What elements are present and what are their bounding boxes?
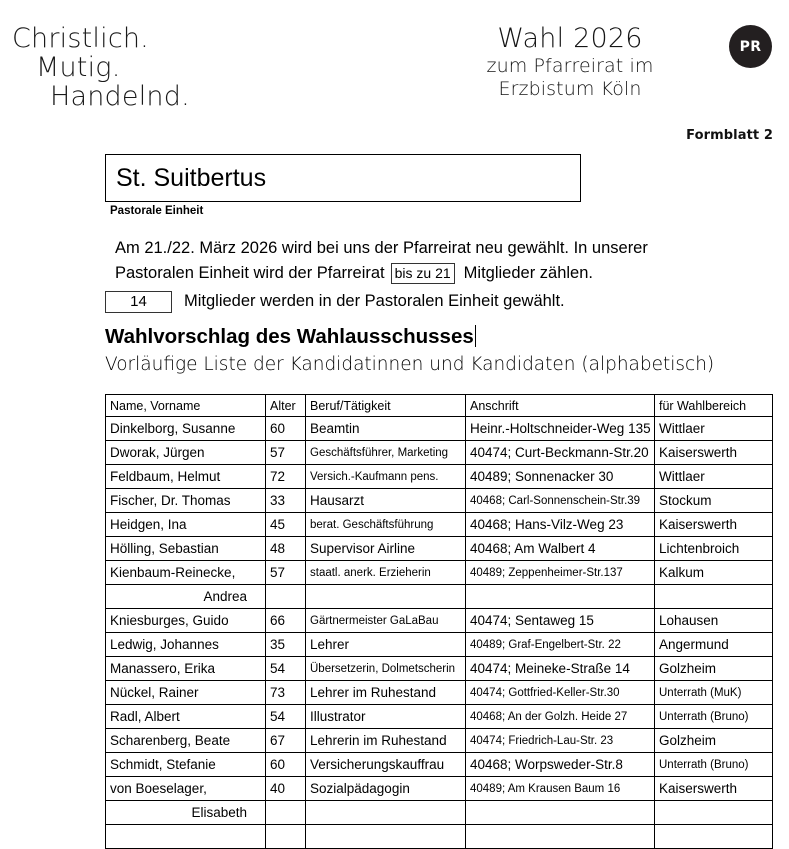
table-row[interactable] <box>106 441 773 465</box>
column-header-beruf: Beruf/Tätigkeit <box>306 395 466 417</box>
cell-beruf[interactable]: berat. Geschäftsführung <box>306 513 466 537</box>
table-row[interactable] <box>106 561 773 585</box>
page-title: Wahl 2026 <box>497 23 643 54</box>
intro-line-1: Am 21./22. März 2026 wird bei uns der Pfarreirat neu gewählt. In unserer <box>115 239 648 257</box>
cell-beruf[interactable] <box>306 825 466 849</box>
cell-alter[interactable] <box>266 585 306 609</box>
cell-name[interactable]: Elisabeth <box>106 801 266 825</box>
intro-paragraph <box>115 236 735 315</box>
cell-beruf[interactable]: Versich.-Kaufmann pens. <box>306 465 466 489</box>
cell-anschrift[interactable] <box>466 801 655 825</box>
cell-name[interactable]: Kienbaum-Reinecke, <box>106 561 266 585</box>
page-subtitle-line-2: Erzbistum Köln <box>498 78 642 100</box>
table-row[interactable] <box>106 465 773 489</box>
cell-name[interactable]: Nückel, Rainer <box>106 681 266 705</box>
cell-anschrift[interactable]: 40474; Curt-Beckmann-Str.20 <box>466 441 655 465</box>
cell-alter[interactable]: 66 <box>266 609 306 633</box>
cell-anschrift[interactable]: 40474; Friedrich-Lau-Str. 23 <box>466 729 655 753</box>
logo-line-2: Mutig. <box>36 52 121 83</box>
cell-wahlbereich[interactable] <box>655 585 773 609</box>
brand-logo <box>12 24 190 111</box>
table-row[interactable] <box>106 489 773 513</box>
table-row[interactable] <box>106 681 773 705</box>
cell-beruf[interactable]: Geschäftsführer, Marketing <box>306 441 466 465</box>
candidates-table-head <box>106 395 773 417</box>
cell-anschrift[interactable]: 40474; Sentaweg 15 <box>466 609 655 633</box>
logo-line-3: Handelnd. <box>50 81 190 112</box>
table-row[interactable] <box>106 753 773 777</box>
cell-alter[interactable] <box>266 801 306 825</box>
table-row[interactable] <box>106 537 773 561</box>
cell-beruf[interactable]: Supervisor Airline <box>306 537 466 561</box>
cell-anschrift[interactable]: 40489; Graf-Engelbert-Str. 22 <box>466 633 655 657</box>
cell-wahlbereich[interactable]: Wittlaer <box>655 465 773 489</box>
cell-wahlbereich[interactable]: Kaiserswerth <box>655 441 773 465</box>
cell-anschrift[interactable]: 40468; Am Walbert 4 <box>466 537 655 561</box>
cell-anschrift[interactable]: 40468; Hans-Vilz-Weg 23 <box>466 513 655 537</box>
cell-anschrift[interactable]: 40468; Carl-Sonnenschein-Str.39 <box>466 489 655 513</box>
pastorale-einheit-value: St. Suitbertus <box>116 163 267 192</box>
table-row[interactable] <box>106 729 773 753</box>
table-row[interactable] <box>106 633 773 657</box>
cell-anschrift[interactable]: 40474; Gottfried-Keller-Str.30 <box>466 681 655 705</box>
cell-anschrift[interactable] <box>466 585 655 609</box>
pastorale-einheit-field[interactable] <box>105 154 581 202</box>
cell-beruf[interactable]: Lehrer <box>306 633 466 657</box>
cell-beruf[interactable]: Lehrerin im Ruhestand <box>306 729 466 753</box>
table-row[interactable] <box>106 705 773 729</box>
table-row[interactable] <box>106 585 773 609</box>
column-header-anschrift: Anschrift <box>466 395 655 417</box>
cell-wahlbereich[interactable]: Unterrath (MuK) <box>655 681 773 705</box>
intro-line-2-prefix: Pastoralen Einheit wird der Pfarreirat <box>115 264 385 282</box>
cell-alter[interactable]: 54 <box>266 705 306 729</box>
cell-beruf[interactable]: Sozialpädagogin <box>306 777 466 801</box>
cell-wahlbereich[interactable]: Kalkum <box>655 561 773 585</box>
cell-anschrift[interactable]: 40489; Am Krausen Baum 16 <box>466 777 655 801</box>
cell-wahlbereich[interactable]: Angermund <box>655 633 773 657</box>
intro-line-2 <box>115 261 735 286</box>
cell-alter[interactable]: 72 <box>266 465 306 489</box>
cell-anschrift[interactable]: 40489; Zeppenheimer-Str.137 <box>466 561 655 585</box>
table-row[interactable] <box>106 801 773 825</box>
cell-name[interactable]: Heidgen, Ina <box>106 513 266 537</box>
cell-name[interactable]: Hölling, Sebastian <box>106 537 266 561</box>
form-number-label: Formblatt 2 <box>686 128 773 143</box>
pr-badge-icon: PR <box>729 25 772 68</box>
cell-name[interactable]: Radl, Albert <box>106 705 266 729</box>
cell-name[interactable]: Kniesburges, Guido <box>106 609 266 633</box>
cell-beruf[interactable]: Hausarzt <box>306 489 466 513</box>
cell-name[interactable]: Ledwig, Johannes <box>106 633 266 657</box>
text-cursor-caret <box>475 325 476 347</box>
table-row[interactable] <box>106 657 773 681</box>
cell-wahlbereich[interactable]: Kaiserswerth <box>655 777 773 801</box>
cell-name[interactable]: Andrea <box>106 585 266 609</box>
intro-line-3-suffix: Mitglieder werden in der Pastoralen Einheit gewählt. <box>184 292 565 310</box>
cell-anschrift[interactable]: Heinr.-Holtschneider-Weg 135 <box>466 417 655 441</box>
cell-wahlbereich[interactable]: Unterrath (Bruno) <box>655 705 773 729</box>
cell-name[interactable]: Manassero, Erika <box>106 657 266 681</box>
document-title-block <box>430 22 710 101</box>
cell-wahlbereich[interactable] <box>655 801 773 825</box>
candidates-table-body <box>106 417 773 849</box>
elected-count-input[interactable]: 14 <box>105 291 172 313</box>
cell-name[interactable]: Feldbaum, Helmut <box>106 465 266 489</box>
cell-beruf[interactable] <box>306 801 466 825</box>
table-row[interactable] <box>106 609 773 633</box>
cell-alter[interactable]: 40 <box>266 777 306 801</box>
cell-beruf[interactable]: staatl. anerk. Erzieherin <box>306 561 466 585</box>
cell-beruf[interactable]: Illustrator <box>306 705 466 729</box>
cell-anschrift[interactable]: 40468; Worpsweder-Str.8 <box>466 753 655 777</box>
cell-name[interactable]: Schmidt, Stefanie <box>106 753 266 777</box>
cell-wahlbereich[interactable]: Golzheim <box>655 729 773 753</box>
cell-name[interactable]: Dinkelborg, Susanne <box>106 417 266 441</box>
cell-beruf[interactable]: Versicherungskauffrau <box>306 753 466 777</box>
cell-name[interactable]: Dworak, Jürgen <box>106 441 266 465</box>
cell-alter[interactable]: 35 <box>266 633 306 657</box>
cell-anschrift[interactable]: 40489; Sonnenacker 30 <box>466 465 655 489</box>
pastorale-einheit-caption: Pastorale Einheit <box>110 205 204 217</box>
proposal-heading <box>105 325 476 349</box>
cell-wahlbereich[interactable]: Stockum <box>655 489 773 513</box>
cell-alter[interactable]: 33 <box>266 489 306 513</box>
cell-alter[interactable]: 57 <box>266 441 306 465</box>
table-row[interactable] <box>106 825 773 849</box>
cell-wahlbereich[interactable]: Lichtenbroich <box>655 537 773 561</box>
cell-beruf[interactable]: Gärtnermeister GaLaBau <box>306 609 466 633</box>
cell-beruf[interactable] <box>306 585 466 609</box>
cell-alter[interactable]: 48 <box>266 537 306 561</box>
cell-name[interactable]: von Boeselager, <box>106 777 266 801</box>
column-header-name: Name, Vorname <box>106 395 266 417</box>
cell-alter[interactable] <box>266 825 306 849</box>
cell-wahlbereich[interactable] <box>655 825 773 849</box>
page-header <box>0 0 789 150</box>
intro-line-2-suffix: Mitglieder zählen. <box>463 264 593 282</box>
cell-alter[interactable]: 45 <box>266 513 306 537</box>
cell-wahlbereich[interactable]: Unterrath (Bruno) <box>655 753 773 777</box>
cell-wahlbereich[interactable]: Golzheim <box>655 657 773 681</box>
table-row[interactable] <box>106 513 773 537</box>
cell-anschrift[interactable] <box>466 825 655 849</box>
max-members-input[interactable]: bis zu 21 <box>391 263 455 284</box>
cell-alter[interactable]: 57 <box>266 561 306 585</box>
cell-alter[interactable]: 60 <box>266 753 306 777</box>
candidates-table <box>105 394 773 849</box>
proposal-subheading: Vorläufige Liste der Kandidatinnen und Kandidaten (alphabetisch) <box>105 354 715 375</box>
cell-wahlbereich[interactable]: Kaiserswerth <box>655 513 773 537</box>
cell-name[interactable] <box>106 825 266 849</box>
cell-beruf[interactable]: Lehrer im Ruhestand <box>306 681 466 705</box>
page-subtitle-line-1: zum Pfarreirat im <box>486 55 654 77</box>
cell-anschrift[interactable]: 40474; Meineke-Straße 14 <box>466 657 655 681</box>
column-header-alter: Alter <box>266 395 306 417</box>
column-header-wahlbereich: für Wahlbereich <box>655 395 773 417</box>
table-header-row <box>106 395 773 417</box>
cell-wahlbereich[interactable]: Lohausen <box>655 609 773 633</box>
cell-alter[interactable]: 54 <box>266 657 306 681</box>
logo-line-1: Christlich. <box>12 23 149 54</box>
proposal-heading-text: Wahlvorschlag des Wahlausschusses <box>105 325 474 348</box>
table-row[interactable] <box>106 777 773 801</box>
cell-alter[interactable]: 60 <box>266 417 306 441</box>
cell-wahlbereich[interactable]: Wittlaer <box>655 417 773 441</box>
intro-line-3 <box>115 288 735 315</box>
cell-alter[interactable]: 67 <box>266 729 306 753</box>
cell-beruf[interactable]: Übersetzerin, Dolmetscherin <box>306 657 466 681</box>
cell-beruf[interactable]: Beamtin <box>306 417 466 441</box>
cell-anschrift[interactable]: 40468; An der Golzh. Heide 27 <box>466 705 655 729</box>
cell-name[interactable]: Scharenberg, Beate <box>106 729 266 753</box>
cell-name[interactable]: Fischer, Dr. Thomas <box>106 489 266 513</box>
table-row[interactable] <box>106 417 773 441</box>
cell-alter[interactable]: 73 <box>266 681 306 705</box>
